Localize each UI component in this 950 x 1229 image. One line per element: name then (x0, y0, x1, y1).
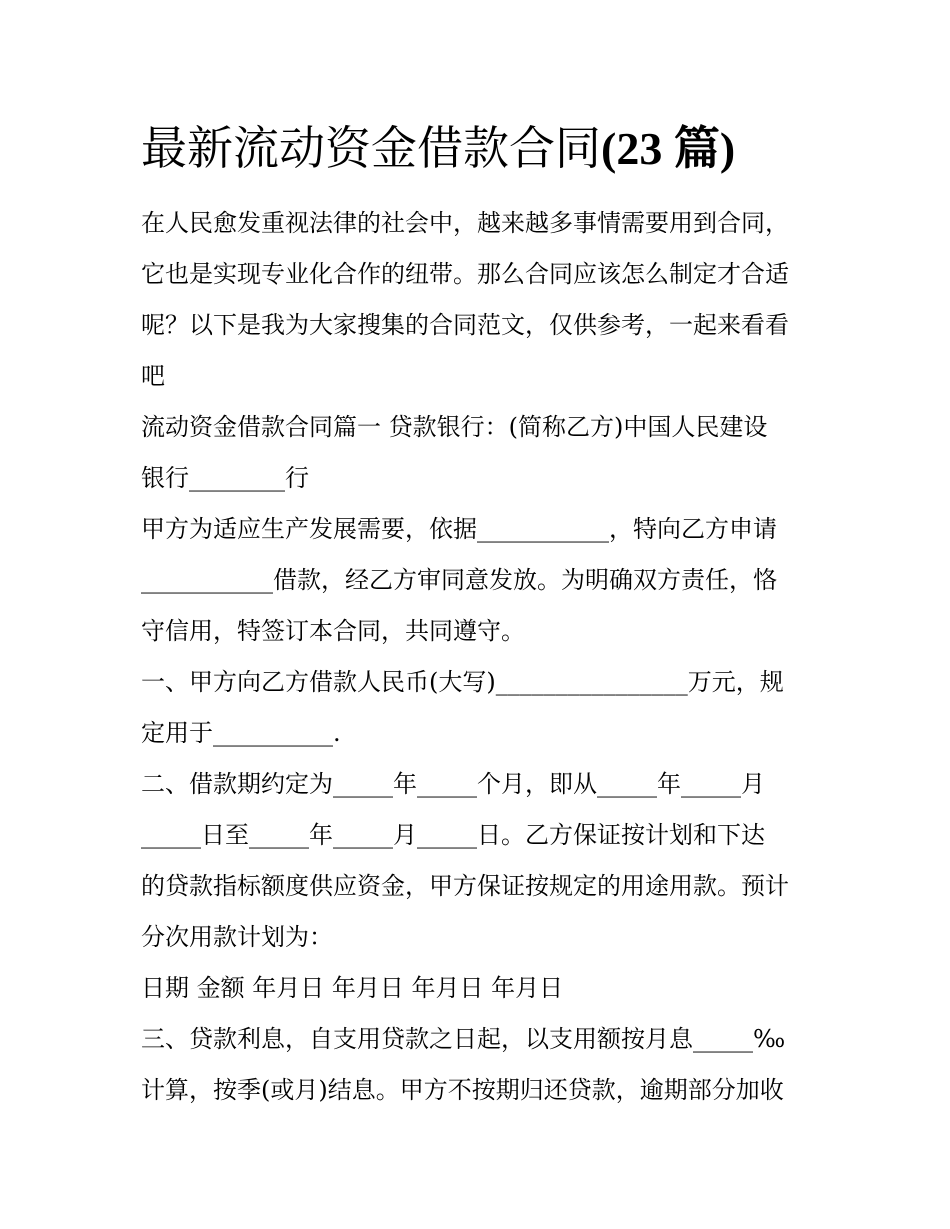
body-line: 它也是实现专业化合作的纽带。那么合同应该怎么制定才合适 (141, 260, 789, 288)
body-line: 二、借款期约定为_____年_____个月，即从_____年_____月 (141, 770, 765, 798)
body-line: 在人民愈发重视法律的社会中，越来越多事情需要用到合同， (141, 209, 789, 237)
body-line: 一、甲方向乙方借款人民币(大写)________________万元，规 (141, 668, 784, 696)
body-line: 守信用，特签订本合同，共同遵守。 (141, 617, 525, 645)
body-line: 吧 (141, 362, 165, 390)
body-line: _____日至_____年_____月_____日。乙方保证按计划和下达 (141, 821, 765, 849)
title-main: 最新流动资金借款合同 (141, 121, 601, 175)
document-body (141, 198, 821, 1116)
body-line: 甲方为适应生产发展需要，依据___________，特向乙方申请 (141, 515, 777, 543)
body-line: 计算，按季(或月)结息。甲方不按期归还贷款，逾期部分加收 (141, 1076, 784, 1104)
title-tail: (23 篇) (601, 123, 736, 174)
body-line: 银行________行 (141, 464, 309, 492)
body-line: 呢？以下是我为大家搜集的合同范文，仅供参考，一起来看看 (141, 311, 789, 339)
body-line: ___________借款，经乙方审同意发放。为明确双方责任，恪 (141, 566, 777, 594)
body-line: 三、贷款利息，自支用贷款之日起，以支用额按月息_____‰ (141, 1025, 786, 1053)
body-line: 日期 金额 年月日 年月日 年月日 年月日 (141, 974, 564, 1002)
body-line: 的贷款指标额度供应资金，甲方保证按规定的用途用款。预计 (141, 872, 789, 900)
body-line: 流动资金借款合同篇一 贷款银行：(简称乙方)中国人民建设 (141, 413, 768, 441)
body-line: 分次用款计划为： (141, 923, 333, 951)
document-title (141, 118, 735, 179)
body-line: 定用于__________. (141, 719, 341, 747)
